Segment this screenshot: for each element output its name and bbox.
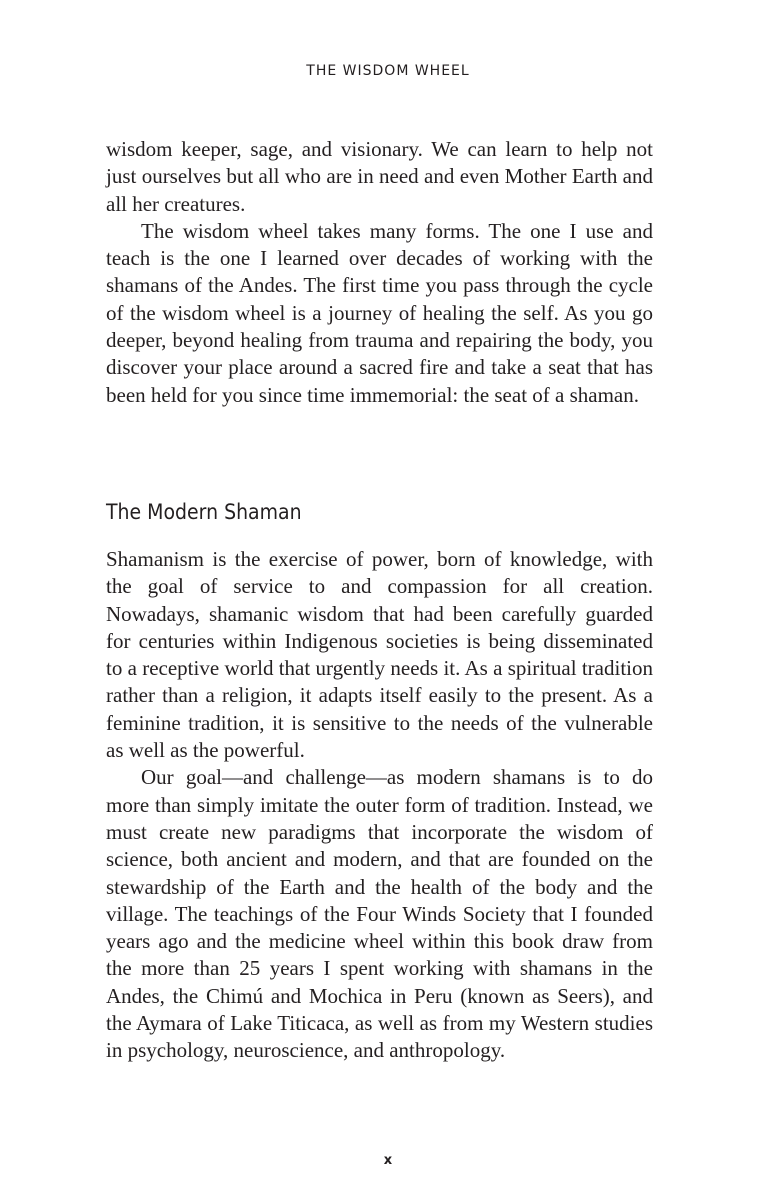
intro-text [106, 136, 653, 409]
running-head: THE WISDOM WHEEL [306, 63, 470, 79]
paragraph-our-goal: Our goal—and challenge—as modern shamans is to do more than simply imitate the outer form of tradition. Instead, we must create new paradigms that incorporate the wisdom of science, both ancient and modern, and that are founded on the stewardship of the Earth and the health of the body and the village. The teachings of the Four Winds Society that I founded years ago and the medicine wheel within this book draw from the more than 25 years I spent working with shamans in the Andes, the Chimú and Mochica in Peru (known as Seers), and the Aymara of Lake Titicaca, as well as from my Western studies in psychology, neuroscience, and anthropology. [106, 765, 653, 1063]
paragraph-continued: wisdom keeper, sage, and visionary. We can learn to help not just ourselves but all who are in need and even Mother Earth and all her creatures. [106, 137, 653, 216]
paragraph-shamanism: Shamanism is the exercise of power, born of knowledge, with the goal of service to and compassion for all creation. Nowadays, shamanic wisdom that had been carefully guarded for centuries within Indigenous societies is being disseminated to a receptive world that urgently needs it. As a spiritual tradition rather than a religion, it adapts itself easily to the present. As a feminine tradition, it is sensitive to the needs of the vulnerable as well as the powerful. [106, 547, 653, 763]
page-number: x [383, 1153, 393, 1168]
section-text [106, 546, 653, 1065]
section-heading: The Modern Shaman [106, 500, 302, 524]
paragraph-wisdom-wheel: The wisdom wheel takes many forms. The one I use and teach is the one I learned over decades of working with the shamans of the Andes. The first time you pass through the cycle of the wisdom wheel is a journey of healing the self. As you go deeper, beyond healing from trauma and repairing the body, you discover your place around a sacred fire and take a seat that has been held for you since time immemorial: the seat of a shaman. [106, 218, 653, 407]
